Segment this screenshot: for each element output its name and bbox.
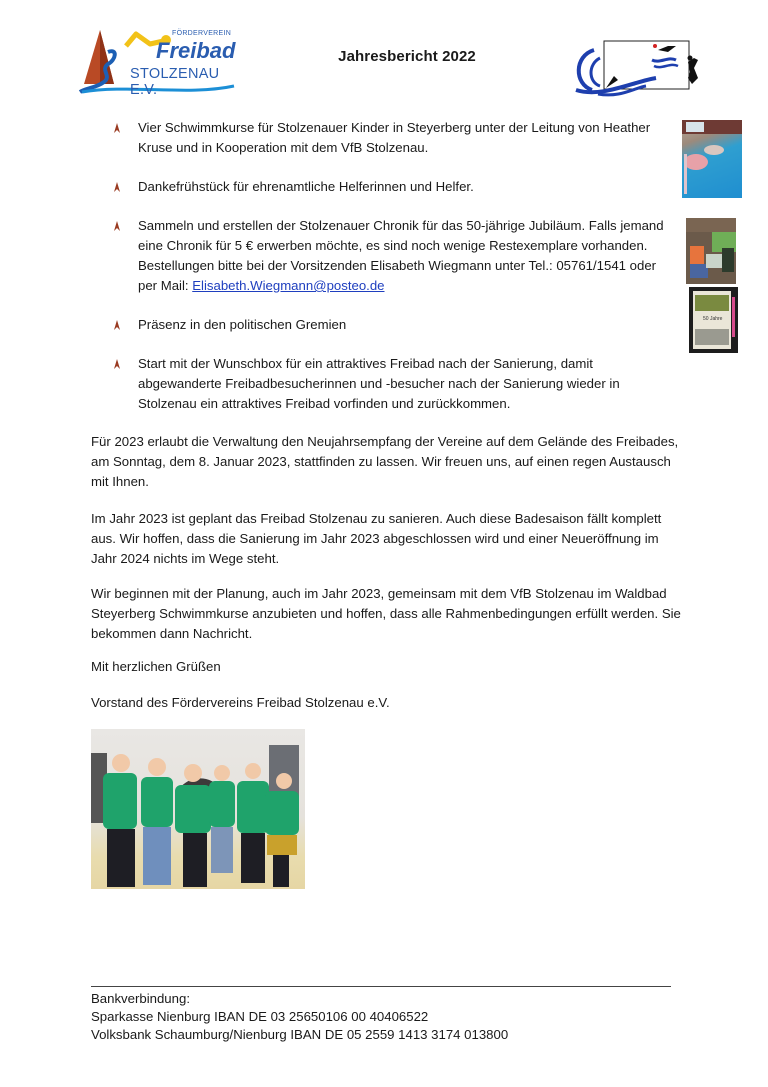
group-photo-icon	[91, 729, 305, 889]
paragraph-new-year-reception: Für 2023 erlaubt die Verwaltung den Neujahrsempfang der Vereine auf dem Gelände des Freibades, am Sonntag, dem 8. Januar 2023, stattfinden zu lassen. Wir freuen uns, auf einen regen Austausch mit Ihnen.	[91, 434, 679, 489]
arrowhead-bullet-icon	[113, 320, 121, 330]
list-item	[113, 177, 678, 197]
list-item	[113, 354, 678, 414]
swimmer-wave-icon	[572, 38, 702, 100]
chronicle-booklet-photo	[689, 287, 738, 353]
pool-photo-icon	[682, 120, 742, 198]
arrowhead-bullet-icon	[113, 182, 121, 192]
list-item	[113, 118, 678, 158]
logo-line2: Freibad	[156, 38, 236, 63]
bank-volksbank: Volksbank Schaumburg/Nienburg IBAN DE 05 2559 1413 3174 013800	[91, 1027, 509, 1042]
swimming-course-photo	[682, 120, 742, 198]
email-link[interactable]: Elisabeth.Wiegmann@posteo.de	[192, 278, 385, 293]
paragraph-renovation: Im Jahr 2023 ist geplant das Freibad Stolzenau zu sanieren. Auch diese Badesaison fällt komplett aus. Wir hoffen, dass die Sanierung im Jahr 2023 abgeschlossen wird und einer Neueröffnung im Jahr 2024 nichts im Wege steht.	[91, 511, 662, 566]
signature: Vorstand des Fördervereins Freibad Stolzenau e.V.	[91, 695, 390, 710]
list-item-text: Präsenz in den politischen Gremien	[138, 317, 347, 332]
volunteer-breakfast-photo	[686, 218, 736, 284]
logo-line3: STOLZENAU E.V.	[130, 66, 220, 98]
list-item-text: Dankefrühstück für ehrenamtliche Helferinnen und Helfer.	[138, 179, 474, 194]
chronicle-photo-icon	[689, 287, 738, 353]
bank-sparkasse: Sparkasse Nienburg IBAN DE 03 25650106 00 40406522	[91, 1009, 429, 1024]
paragraph-swim-courses: Wir beginnen mit der Planung, auch im Jahr 2023, gemeinsam mit dem VfB Stolzenau im Waldbad Steyerberg Schwimmkurse anzubieten und hoffen, dass alle Rahmenbedingungen erfüllt werden. Sie bekommen dann Nachricht.	[91, 586, 681, 641]
svg-text:50 Jahre: 50 Jahre	[703, 316, 723, 322]
breakfast-photo-icon	[686, 218, 736, 284]
list-item-text: Sammeln und erstellen der Stolzenauer Chronik für das 50-jährige Jubiläum. Falls jemand eine Chronik für 5 € erwerben möchte, es sind noch wenige Restexemplare vorhanden. Bestellungen bitte bei der Vorsitzenden Elisabeth Wiegmann unter Tel.: 05761/1541 oder per Mail:	[138, 218, 664, 293]
swimming-club-logo	[572, 38, 702, 100]
list-item	[113, 315, 678, 335]
page-title: Jahresbericht 2022	[338, 48, 476, 65]
board-members-group-photo	[91, 729, 305, 889]
logo-line1: FÖRDERVEREIN	[172, 30, 232, 37]
list-item	[113, 216, 678, 296]
arrowhead-bullet-icon	[113, 221, 121, 231]
footer-divider	[91, 986, 671, 987]
arrowhead-bullet-icon	[113, 123, 121, 133]
closing-greeting: Mit herzlichen Grüßen	[91, 659, 221, 674]
arrowhead-bullet-icon	[113, 359, 121, 369]
list-item-text: Vier Schwimmkurse für Stolzenauer Kinder in Steyerberg unter der Leitung von Heather Kruse und in Kooperation mit dem VfB Stolzenau.	[138, 120, 651, 155]
list-item-text: Start mit der Wunschbox für ein attraktives Freibad nach der Sanierung, damit abgewanderte Freibadbesucherinnen und -besucher nach der Sanierung wieder in Stolzenau ein attraktives Freibad vorfinden und zurückkommen.	[138, 356, 620, 411]
bank-label: Bankverbindung:	[91, 991, 190, 1006]
activity-list	[113, 118, 678, 433]
